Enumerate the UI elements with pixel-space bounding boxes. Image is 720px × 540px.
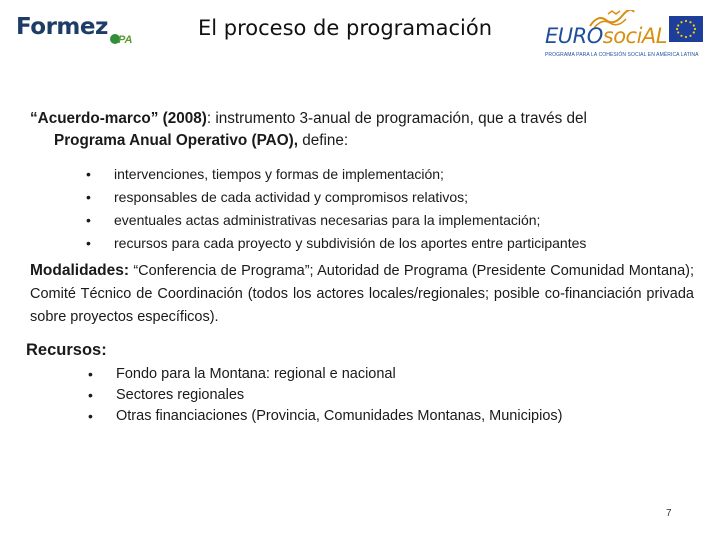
- intro-line-2: [30, 130, 694, 152]
- eurosocial-subtitle: PROGRAMA PARA LA COHESIÓN SOCIAL EN AMÉRICA LATINA: [545, 52, 699, 58]
- slide-title: El proceso de programación: [198, 16, 493, 40]
- intro-paragraph: [30, 108, 694, 152]
- bullet-icon: •: [86, 235, 91, 251]
- bullet-icon: •: [86, 212, 91, 228]
- modalidades-text: “Conferencia de Programa”; Autoridad de Programa (Presidente Comunidad Montana); Comité Técnico de Coordinación (todos los actores locales/regionales; posible co-financiación privada sobre proyectos específicos).: [30, 263, 694, 325]
- list-item: [82, 186, 586, 209]
- list-item-text: eventuales actas administrativas necesarias para la implementación;: [114, 212, 541, 228]
- list-item-text: Otras financiaciones (Provincia, Comunidades Montanas, Municipios): [116, 408, 563, 424]
- bullet-icon: •: [88, 366, 93, 382]
- modalidades-paragraph: [30, 259, 694, 329]
- eurosocial-wordmark: [545, 24, 667, 48]
- eurosocial-word-social: sociAL: [602, 24, 668, 48]
- list-item-text: Sectores regionales: [116, 387, 245, 403]
- list-item: [84, 364, 562, 385]
- intro-text-b: define:: [297, 132, 349, 149]
- list-item: [82, 232, 586, 255]
- list-item-text: responsables de cada actividad y compromisos relativos;: [114, 189, 469, 205]
- list-item-text: intervenciones, tiempos y formas de implementación;: [114, 166, 444, 182]
- recursos-heading: Recursos:: [26, 341, 107, 359]
- intro-bold-mid: Programa Anual Operativo (PAO),: [54, 132, 298, 149]
- eurosocial-word-euro: EURO: [545, 24, 603, 48]
- modalidades-label: Modalidades:: [30, 262, 130, 279]
- intro-bold-lead: “Acuerdo-marco” (2008): [30, 110, 207, 127]
- bullet-icon: •: [86, 166, 91, 182]
- list-item: [82, 163, 586, 186]
- eu-flag-icon: [669, 16, 703, 42]
- list-item: [84, 385, 562, 406]
- formez-logo-word: Formez: [16, 14, 108, 40]
- formez-logo: [16, 14, 133, 50]
- eurosocial-logo: [543, 10, 707, 66]
- bullet-icon: •: [88, 387, 93, 403]
- list-item-text: Fondo para la Montana: regional e nacional: [116, 366, 396, 382]
- formez-logo-suffix: PA: [118, 34, 133, 46]
- bullet-icon: •: [88, 408, 93, 424]
- recursos-list: [84, 364, 562, 427]
- define-list: [82, 163, 586, 255]
- list-item: [82, 209, 586, 232]
- list-item-text: recursos para cada proyecto y subdivisión de los aportes entre participantes: [114, 235, 587, 251]
- bullet-icon: •: [86, 189, 91, 205]
- list-item: [84, 406, 562, 427]
- page-number: 7: [666, 508, 672, 519]
- intro-text-a: : instrumento 3-anual de programación, que a través del: [206, 110, 587, 127]
